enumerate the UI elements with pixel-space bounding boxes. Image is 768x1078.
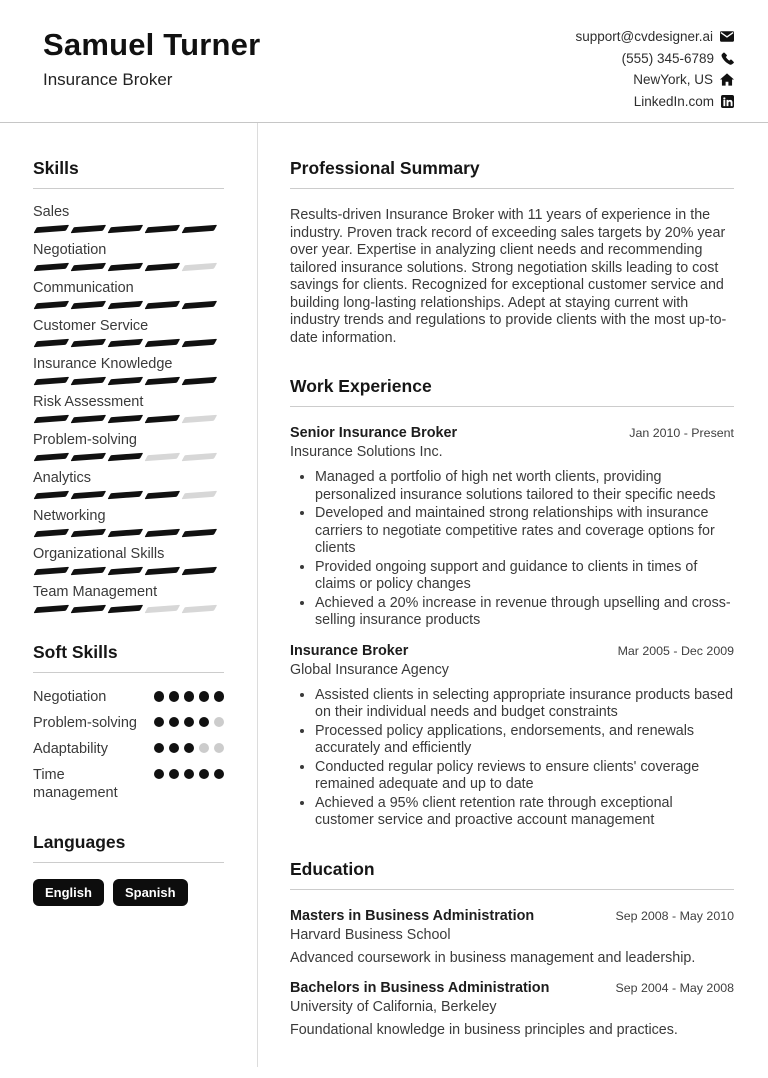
skill-segment-filled (108, 339, 143, 347)
dot-filled (214, 769, 225, 780)
job-bullet: • Conducted regular policy reviews to ensure clients' coverage remained adequate and up to date (315, 759, 734, 794)
dot-filled (199, 717, 210, 728)
skill-segment-filled (182, 377, 217, 385)
education-note: Foundational knowledge in business principles and practices. (290, 1021, 678, 1038)
dot-empty (199, 743, 210, 754)
skill-item (33, 356, 224, 385)
dot-filled (214, 691, 225, 702)
skill-segment-filled (145, 225, 180, 233)
dot-filled (154, 769, 165, 780)
school-name: Harvard Business School (290, 926, 451, 943)
skill-level-bar (33, 376, 224, 385)
skills-list (33, 204, 224, 613)
dot-filled (154, 743, 165, 754)
summary-heading: Professional Summary (290, 158, 734, 189)
education-header (290, 980, 734, 996)
education-section (290, 859, 734, 1038)
skill-segment-filled (71, 605, 106, 613)
skill-label: Sales (33, 204, 70, 220)
skill-segment-filled (71, 567, 106, 575)
job-bullet: • Provided ongoing support and guidance to clients in times of claims or policy changes (315, 559, 734, 594)
dot-empty (214, 717, 225, 728)
skill-level-bar (33, 300, 224, 309)
dot-filled (184, 743, 195, 754)
skill-segment-filled (71, 491, 106, 499)
soft-skill-row (33, 714, 224, 733)
dot-filled (154, 691, 165, 702)
skill-level-bar (33, 452, 224, 461)
languages-section (33, 832, 224, 906)
dot-filled (199, 691, 210, 702)
dot-filled (184, 691, 195, 702)
soft-skill-dots (154, 766, 225, 780)
skill-level-bar (33, 414, 224, 423)
skill-segment-filled (34, 263, 69, 271)
job-company: Insurance Solutions Inc. (290, 444, 443, 460)
soft-skills-heading: Soft Skills (33, 642, 224, 673)
skill-segment-filled (145, 377, 180, 385)
skill-label: Team Management (33, 584, 158, 600)
dot-filled (169, 717, 180, 728)
skill-item (33, 546, 224, 575)
skill-segment-filled (34, 339, 69, 347)
skill-segment-filled (182, 225, 217, 233)
skill-level-bar (33, 490, 224, 499)
job-bullet: • Managed a portfolio of high net worth clients, providing personalized insurance solutions tailored to their specific needs (315, 469, 734, 504)
job-dates: Jan 2010 - Present (629, 426, 734, 440)
job-title: Senior Insurance Broker (290, 425, 458, 441)
skill-segment-filled (34, 605, 69, 613)
skill-segment-empty (182, 415, 217, 423)
skill-label: Analytics (33, 470, 92, 486)
soft-skill-label: Problem-solving (33, 714, 137, 731)
job-bullet: • Achieved a 20% increase in revenue through upselling and cross-selling insurance products (315, 595, 734, 630)
skill-segment-empty (182, 605, 217, 613)
soft-skill-dots (154, 714, 225, 728)
experience-heading: Work Experience (290, 376, 734, 407)
job-header (290, 425, 734, 441)
soft-skills-section (33, 642, 224, 803)
contact-line-phone (622, 51, 734, 66)
skill-segment-filled (108, 567, 143, 575)
resume-body (0, 123, 768, 1067)
skill-segment-filled (71, 529, 106, 537)
skills-heading: Skills (33, 158, 224, 189)
language-pill: Spanish (113, 879, 188, 906)
summary-section (290, 158, 734, 347)
skill-level-bar (33, 528, 224, 537)
skill-segment-filled (34, 453, 69, 461)
jobs-list (290, 425, 734, 830)
education-dates: Sep 2008 - May 2010 (615, 908, 734, 923)
job-bullet: • Processed policy applications, endorsements, and renewals accurately and efficiently (315, 723, 734, 758)
skill-segment-empty (145, 605, 180, 613)
skill-segment-empty (182, 263, 217, 271)
job-header (290, 643, 734, 659)
skill-item (33, 584, 224, 613)
skill-segment-empty (182, 453, 217, 461)
dot-filled (169, 743, 180, 754)
home-icon (720, 73, 734, 86)
job-bullets (290, 469, 734, 630)
skill-item (33, 394, 224, 423)
skill-segment-filled (108, 491, 143, 499)
skill-segment-filled (108, 301, 143, 309)
job-bullet: • Assisted clients in selecting appropriate insurance products based on their individual needs and budget constraints (315, 687, 734, 722)
skill-item (33, 204, 224, 233)
skill-segment-filled (145, 529, 180, 537)
education-dates: Sep 2004 - May 2008 (615, 980, 734, 995)
contact-list (575, 27, 734, 109)
phone-icon (721, 52, 734, 65)
linkedin-icon (721, 95, 734, 108)
skill-segment-filled (108, 415, 143, 423)
skill-label: Communication (33, 280, 134, 296)
education-list (290, 908, 734, 1038)
dot-filled (184, 717, 195, 728)
soft-skills-list (33, 688, 224, 803)
skill-item (33, 242, 224, 271)
skill-segment-filled (34, 567, 69, 575)
dot-filled (199, 769, 210, 780)
soft-skill-row (33, 688, 224, 707)
skill-level-bar (33, 224, 224, 233)
skill-segment-filled (145, 339, 180, 347)
sidebar (0, 123, 258, 1067)
job-bullet: • Achieved a 95% client retention rate through exceptional customer service and proactive account management (315, 795, 734, 830)
skill-segment-filled (34, 529, 69, 537)
skill-segment-filled (145, 301, 180, 309)
contact-line-envelope (575, 29, 734, 44)
skill-segment-filled (108, 453, 143, 461)
degree-title: Bachelors in Business Administration (290, 979, 550, 996)
skill-label: Risk Assessment (33, 394, 144, 410)
skill-segment-filled (71, 453, 106, 461)
skill-segment-filled (34, 491, 69, 499)
skill-level-bar (33, 566, 224, 575)
skill-label: Customer Service (33, 318, 149, 334)
resume-header (0, 0, 768, 123)
school-name: University of California, Berkeley (290, 998, 497, 1015)
skill-segment-filled (182, 339, 217, 347)
dot-filled (169, 769, 180, 780)
skill-segment-filled (108, 263, 143, 271)
skill-segment-filled (34, 377, 69, 385)
skill-segment-filled (71, 301, 106, 309)
skill-label: Insurance Knowledge (33, 356, 173, 372)
skill-segment-filled (108, 377, 143, 385)
dot-filled (169, 691, 180, 702)
soft-skill-dots (154, 688, 225, 702)
job-bullet: • Developed and maintained strong relationships with insurance carriers to negotiate competitive rates and coverage options for clients (315, 505, 734, 558)
identity-block (43, 27, 260, 90)
skill-segment-filled (108, 529, 143, 537)
contact-line-linkedin (634, 94, 734, 109)
contact-text: support@cvdesigner.ai (575, 29, 713, 44)
skill-segment-filled (71, 225, 106, 233)
experience-section (290, 376, 734, 830)
job-company: Global Insurance Agency (290, 661, 449, 678)
skill-label: Problem-solving (33, 432, 137, 448)
education-heading: Education (290, 859, 734, 890)
soft-skill-row (33, 766, 224, 804)
main-column (258, 123, 768, 1067)
skills-section (33, 158, 224, 613)
skill-segment-empty (182, 491, 217, 499)
soft-skill-dots (154, 740, 225, 754)
skill-segment-filled (145, 491, 180, 499)
envelope-icon (720, 31, 734, 42)
education-entry (290, 908, 734, 966)
skill-segment-filled (71, 377, 106, 385)
soft-skill-label: Adaptability (33, 740, 108, 757)
education-note: Advanced coursework in business management and leadership. (290, 949, 696, 966)
contact-line-home (633, 72, 734, 87)
skill-segment-filled (34, 225, 69, 233)
skill-segment-filled (34, 415, 69, 423)
skill-segment-filled (145, 567, 180, 575)
skill-item (33, 318, 224, 347)
job-title: Insurance Broker (290, 642, 409, 659)
dot-filled (154, 717, 165, 728)
skill-segment-filled (182, 301, 217, 309)
skill-item (33, 432, 224, 461)
contact-text: NewYork, US (633, 72, 713, 87)
skill-segment-filled (182, 567, 217, 575)
skill-level-bar (33, 262, 224, 271)
job-entry (290, 643, 734, 830)
summary-text: Results-driven Insurance Broker with 11 years of experience in the industry. Proven track record of exceeding sales targets by 20% year over year. Expertise in analyzing client needs and recommending tailored insurance solutions. Strong negotiation skills leading to cost savings for clients. Recognized for exceptional customer service and building long-lasting relationships. Adept at staying current with industry trends and regulations to provide clients with the most up-to-date information. (290, 207, 727, 346)
skill-segment-filled (182, 529, 217, 537)
skill-segment-filled (145, 263, 180, 271)
skill-segment-empty (145, 453, 180, 461)
job-bullets (290, 687, 734, 830)
dot-filled (184, 769, 195, 780)
education-entry (290, 980, 734, 1038)
degree-title: Masters in Business Administration (290, 907, 535, 924)
skill-item (33, 470, 224, 499)
skill-segment-filled (71, 263, 106, 271)
dot-empty (214, 743, 225, 754)
skill-label: Networking (33, 508, 106, 524)
contact-text: (555) 345-6789 (621, 50, 714, 66)
skill-label: Negotiation (33, 242, 107, 258)
skill-level-bar (33, 604, 224, 613)
soft-skill-row (33, 740, 224, 759)
person-name: Samuel Turner (43, 27, 261, 62)
education-header (290, 908, 734, 924)
skill-item (33, 280, 224, 309)
languages-heading: Languages (33, 832, 224, 863)
skill-label: Organizational Skills (33, 546, 165, 562)
contact-text: LinkedIn.com (633, 93, 714, 109)
soft-skill-label: Negotiation (33, 689, 107, 705)
skill-segment-filled (71, 415, 106, 423)
job-entry (290, 425, 734, 630)
person-role: Insurance Broker (43, 70, 173, 89)
skill-segment-filled (108, 605, 143, 613)
job-dates: Mar 2005 - Dec 2009 (617, 643, 734, 658)
language-pill: English (33, 879, 104, 906)
languages-list (33, 879, 224, 906)
skill-segment-filled (108, 225, 143, 233)
skill-level-bar (33, 338, 224, 347)
skill-segment-filled (145, 415, 180, 423)
skill-segment-filled (34, 301, 69, 309)
skill-segment-filled (71, 339, 106, 347)
soft-skill-label: Time management (33, 766, 118, 802)
skill-item (33, 508, 224, 537)
